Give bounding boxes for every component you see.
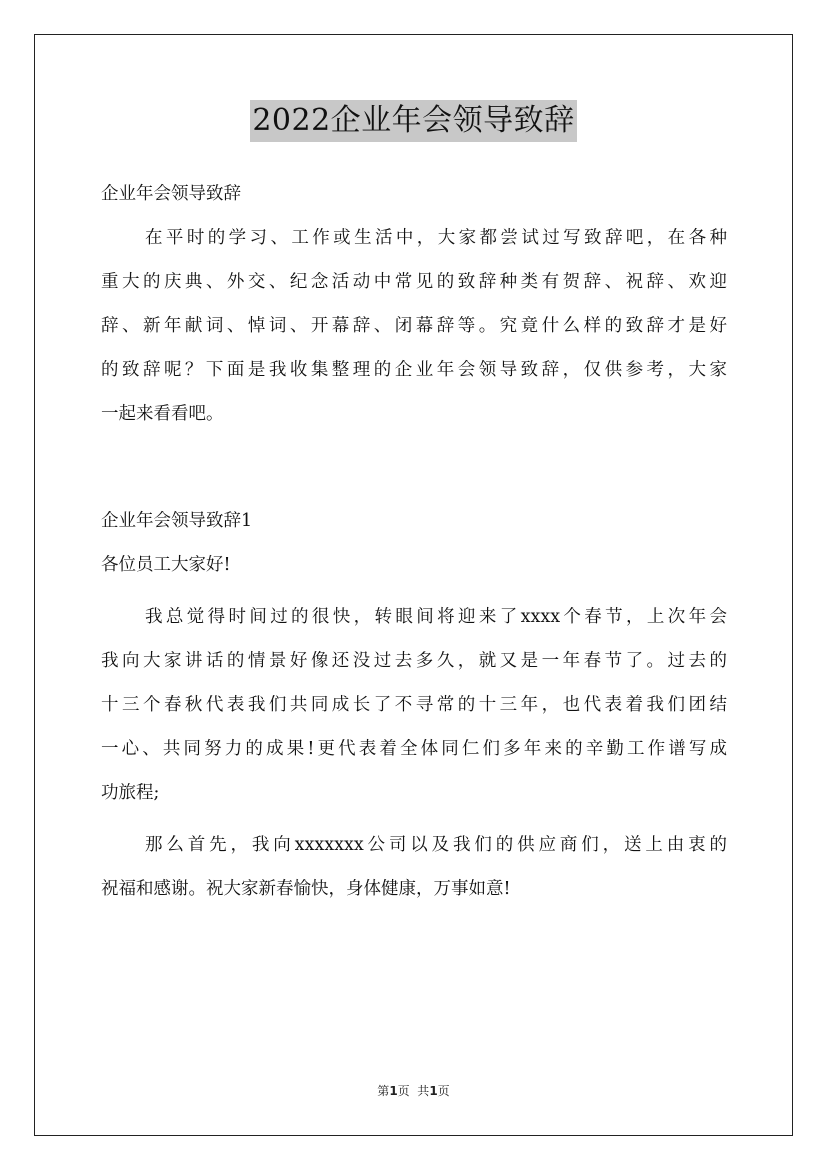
paragraph-line: 十三个春秋代表我们共同成长了不寻常的十三年，也代表着我们团结 — [101, 695, 727, 715]
intro-paragraph — [101, 216, 727, 436]
document-title: 2022企业年会领导致辞 — [250, 100, 576, 142]
paragraph-line: 功旅程; — [101, 783, 160, 803]
paragraph-line: 祝福和感谢。祝大家新春愉快，身体健康，万事如意! — [101, 879, 511, 899]
paragraph-line: 重大的庆典、外交、纪念活动中常见的致辞种类有贺辞、祝辞、欢迎 — [101, 272, 727, 292]
paragraph-line: 在平时的学习、工作或生活中，大家都尝试过写致辞吧，在各种 — [145, 228, 727, 248]
paragraph-line: 一心、共同努力的成果!更代表着全体同仁们多年来的辛勤工作谱写成 — [101, 739, 727, 759]
speech-paragraph-2 — [101, 823, 727, 911]
paragraph-line: 一起来看看吧。 — [101, 404, 224, 424]
page-label-mid: 页 共 — [397, 1084, 430, 1098]
section-heading: 企业年会领导致辞 — [101, 184, 241, 204]
page-label-prefix: 第 — [377, 1084, 390, 1098]
page-label-suffix: 页 — [437, 1084, 450, 1098]
speech-heading: 企业年会领导致辞1 — [101, 511, 253, 531]
greeting-line: 各位员工大家好! — [101, 555, 231, 575]
paragraph-line: 辞、新年献词、悼词、开幕辞、闭幕辞等。究竟什么样的致辞才是好 — [101, 316, 727, 336]
current-page-number: 1 — [389, 1084, 398, 1098]
paragraph-line: 我总觉得时间过的很快，转眼间将迎来了xxxx个春节，上次年会 — [145, 607, 727, 627]
paragraph-line: 我向大家讲话的情景好像还没过去多久，就又是一年春节了。过去的 — [101, 651, 727, 671]
page-footer — [0, 1082, 827, 1099]
speech-paragraph-1 — [101, 595, 727, 815]
paragraph-line: 那么首先，我向xxxxxxx公司以及我们的供应商们，送上由衷的 — [145, 835, 727, 855]
total-page-number: 1 — [429, 1084, 438, 1098]
spacer — [101, 444, 727, 499]
paragraph-line: 的致辞呢？下面是我收集整理的企业年会领导致辞，仅供参考，大家 — [101, 360, 727, 380]
title-container — [0, 100, 827, 142]
document-body — [101, 172, 727, 919]
